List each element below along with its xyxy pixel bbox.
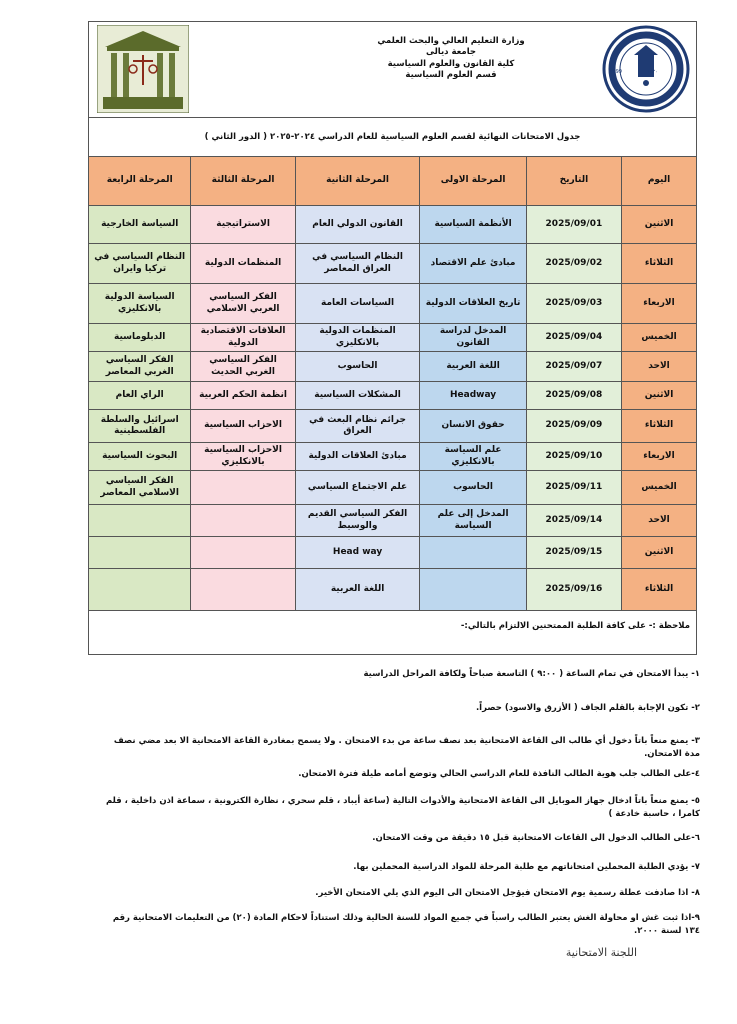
date-cell: 2025/09/01 <box>526 206 621 244</box>
stage3-cell: العلاقات الاقتصادية الدولية <box>191 324 295 352</box>
stage2-cell: علم الاجتماع السياسي <box>295 471 420 505</box>
stage4-cell: الدبلوماسية <box>89 324 191 352</box>
stage3-cell: انظمة الحكم العربية <box>191 382 295 410</box>
day-cell: الاربعاء <box>622 284 697 324</box>
stage2-cell: القانون الدولي العام <box>295 206 420 244</box>
date-cell: 2025/09/02 <box>526 244 621 284</box>
document-header <box>88 21 697 117</box>
date-cell: 2025/09/14 <box>526 505 621 537</box>
table-row <box>89 206 697 244</box>
stage3-cell <box>191 471 295 505</box>
stage2-cell: Head way <box>295 537 420 569</box>
date-cell: 2025/09/15 <box>526 537 621 569</box>
stage3-cell <box>191 505 295 537</box>
stage3-cell: الاحزاب السياسية بالانكليزي <box>191 443 295 471</box>
stage1-cell <box>420 569 526 611</box>
table-row <box>89 352 697 382</box>
table-row <box>89 569 697 611</box>
date-cell: 2025/09/11 <box>526 471 621 505</box>
college-name: كلية القانون والعلوم السياسية <box>387 58 515 69</box>
stage3-cell: الفكر السياسي الغربي الحديث <box>191 352 295 382</box>
svg-text:1999: 1999 <box>609 69 622 75</box>
day-cell: الثلاثاء <box>622 569 697 611</box>
exam-schedule-table <box>88 156 697 611</box>
stage4-cell: النظام السياسي في تركيا وايران <box>89 244 191 284</box>
day-cell: الاثنين <box>622 382 697 410</box>
rule-item: ٦-على الطالب الدخول الى القاعات الامتحانية قبل ١٥ دقيقة من وقت الامتحان. <box>372 833 700 843</box>
stage2-cell: الحاسوب <box>295 352 420 382</box>
stage2-cell: المنظمات الدولية بالانكليزي <box>295 324 420 352</box>
day-cell: الاحد <box>622 352 697 382</box>
stage4-cell <box>89 537 191 569</box>
stage1-cell: المدخل لدراسة القانون <box>420 324 526 352</box>
stage3-cell: الاستراتيجية <box>191 206 295 244</box>
rule-item: ٣- يمنع منعاً باتاً دخول أي طالب الى القاعة الامتحانية بعد نصف ساعة من بدء الامتحان . ولا يسمح بمغادرة القاعة الامتحانية الا بعد مضي نصف مدة الامتحان. <box>113 736 700 759</box>
stage1-cell: علم السياسة بالانكليزي <box>420 443 526 471</box>
rule-item: ٧- يؤدي الطلبة المحملين امتحاناتهم مع طلبة المرحلة للمواد الدراسية المحملين بها. <box>353 862 700 872</box>
stage4-cell <box>89 569 191 611</box>
day-cell: الاربعاء <box>622 443 697 471</box>
table-row <box>89 443 697 471</box>
table-row <box>89 505 697 537</box>
table-row <box>89 284 697 324</box>
day-cell: الاثنين <box>622 537 697 569</box>
department-name: قسم العلوم السياسية <box>405 70 497 81</box>
ministry-name: وزارة التعليم العالي والبحث العلمي <box>377 36 525 46</box>
stage3-cell <box>191 537 295 569</box>
stage3-cell: الاحزاب السياسية <box>191 410 295 443</box>
college-logo <box>97 25 189 113</box>
svg-text:١٤٢٠: ١٤٢٠ <box>647 69 658 75</box>
date-cell: 2025/09/04 <box>526 324 621 352</box>
stage1-cell: الحاسوب <box>420 471 526 505</box>
stage4-cell: الفكر السياسي الغربي المعاصر <box>89 352 191 382</box>
stage3-cell: المنظمات الدولية <box>191 244 295 284</box>
stage2-cell: جرائم نظام البعث في العراق <box>295 410 420 443</box>
stage2-cell: الفكر السياسي القديم والوسيط <box>295 505 420 537</box>
date-cell: 2025/09/08 <box>526 382 621 410</box>
stage4-cell: الراي العام <box>89 382 191 410</box>
table-row <box>89 471 697 505</box>
stage4-cell: السياسة الدولية بالانكليزي <box>89 284 191 324</box>
column-header: المرحلة الثانية <box>295 157 420 206</box>
table-row <box>89 382 697 410</box>
university-name: جامعة ديالى <box>425 47 477 58</box>
table-row <box>89 324 697 352</box>
stage4-cell <box>89 505 191 537</box>
rule-item: ٥- يمنع منعاً باتاً ادخال جهاز الموبايل الى القاعة الامتحانية والأدوات التالية (ساعة أيباد ، قلم سحري ، نظارة الكترونية ، سماعة اذن داخلية ، قلم كامرا ، حاسبة خادعة ) <box>106 796 700 819</box>
date-cell: 2025/09/09 <box>526 410 621 443</box>
stage1-cell: تاريخ العلاقات الدولية <box>420 284 526 324</box>
ministry-heading <box>336 36 566 82</box>
column-header: المرحلة الرابعة <box>89 157 191 206</box>
day-cell: الخميس <box>622 324 697 352</box>
stage2-cell: المشكلات السياسية <box>295 382 420 410</box>
column-header: اليوم <box>622 157 697 206</box>
column-header: التاريخ <box>526 157 621 206</box>
stage4-cell: البحوث السياسية <box>89 443 191 471</box>
stage3-cell: الفكر السياسي العربي الاسلامي <box>191 284 295 324</box>
stage1-cell: الأنظمة السياسية <box>420 206 526 244</box>
stage3-cell <box>191 569 295 611</box>
day-cell: الاحد <box>622 505 697 537</box>
stage2-cell: مبادئ العلاقات الدولية <box>295 443 420 471</box>
date-cell: 2025/09/07 <box>526 352 621 382</box>
university-logo <box>598 25 694 113</box>
table-row <box>89 244 697 284</box>
day-cell: الثلاثاء <box>622 244 697 284</box>
day-cell: الخميس <box>622 471 697 505</box>
rule-item: ٤-على الطالب جلب هوية الطالب النافذة للعام الدراسي الحالي وتوضع أمامه طيلة فترة الامتحان. <box>298 769 700 779</box>
stage1-cell: اللغة العربية <box>420 352 526 382</box>
stage1-cell: المدخل إلى علم السياسة <box>420 505 526 537</box>
stage2-cell: السياسات العامة <box>295 284 420 324</box>
stage1-cell: Headway <box>420 382 526 410</box>
schedule-title: جدول الامتحانات النهائية لقسم العلوم السياسية للعام الدراسي ٢٠٢٤-٢٠٢٥ ( الدور الثاني ) <box>88 117 697 156</box>
table-header-row <box>89 157 697 206</box>
stage1-cell <box>420 537 526 569</box>
date-cell: 2025/09/03 <box>526 284 621 324</box>
table-row <box>89 410 697 443</box>
exam-committee-signature: اللجنة الامتحانية <box>565 946 637 959</box>
note-line: ملاحظة :- على كافة الطلبة الممتحنين الالتزام بالتالي:- <box>88 611 697 655</box>
stage1-cell: مبادئ علم الاقتصاد <box>420 244 526 284</box>
table-row <box>89 537 697 569</box>
date-cell: 2025/09/16 <box>526 569 621 611</box>
column-header: المرحلة الثالثة <box>191 157 295 206</box>
stage2-cell: النظام السياسي في العراق المعاصر <box>295 244 420 284</box>
rule-item: ٨- اذا صادفت عطلة رسمية يوم الامتحان فيؤجل الامتحان الى اليوم الذي يلي الامتحان الأخير. <box>315 888 700 898</box>
exam-schedule-document <box>88 21 697 655</box>
day-cell: الاثنين <box>622 206 697 244</box>
stage4-cell: الفكر السياسي الاسلامي المعاصر <box>89 471 191 505</box>
column-header: المرحلة الاولى <box>420 157 526 206</box>
rule-item: ٩-اذا ثبت غش او محاولة الغش يعتبر الطالب راسباً في جميع المواد للسنة الحالية وذلك استناداً لاحكام المادة (٢٠) من التعليمات الامتحانية رقم ١٣٤ لسنة ٢٠٠٠. <box>112 913 700 936</box>
date-cell: 2025/09/10 <box>526 443 621 471</box>
stage2-cell: اللغة العربية <box>295 569 420 611</box>
stage1-cell: حقوق الانسان <box>420 410 526 443</box>
stage4-cell: اسرائيل والسلطة الفلسطينية <box>89 410 191 443</box>
rule-item: ١- يبدأ الامتحان في تمام الساعة ( ٩:٠٠ ) التاسعة صباحاً ولكافة المراحل الدراسية <box>363 669 700 679</box>
day-cell: الثلاثاء <box>622 410 697 443</box>
rule-item: ٢- تكون الإجابة بالقلم الجاف ( الأزرق والاسود) حصراً. <box>475 703 700 713</box>
stage4-cell: السياسة الخارجية <box>89 206 191 244</box>
